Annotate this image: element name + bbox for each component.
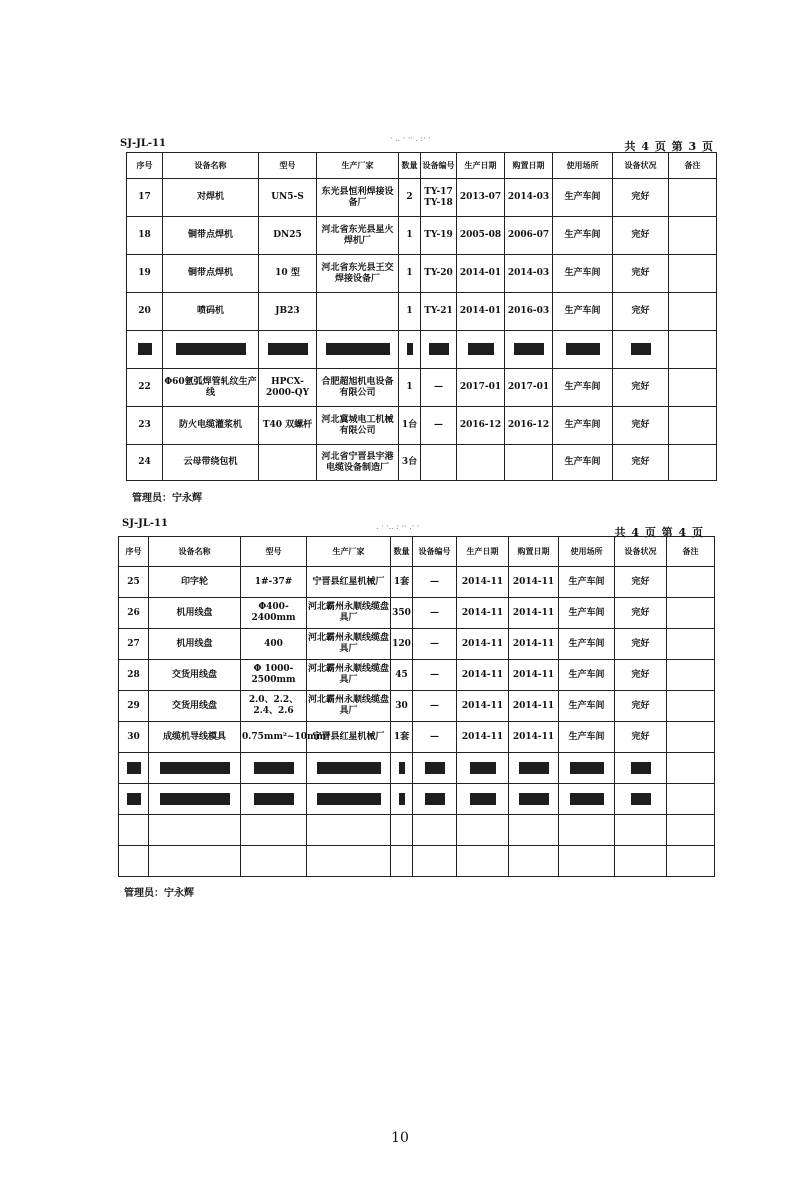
- table-cell: 河北省宁晋县宇港电缆设备制造厂: [317, 445, 399, 481]
- table-cell: 2014-11: [457, 567, 509, 598]
- redaction-bar: [570, 762, 604, 774]
- table-cell: 完好: [613, 179, 669, 217]
- table-cell: 22: [127, 369, 163, 407]
- table-row: [119, 846, 715, 877]
- table-cell: [149, 846, 241, 877]
- table-row: [119, 691, 715, 722]
- table-cell: 2014-11: [457, 691, 509, 722]
- redaction-bar: [254, 762, 294, 774]
- table-cell: [241, 753, 307, 784]
- table-cell: 2014-03: [505, 255, 553, 293]
- table-cell: [669, 179, 717, 217]
- table-cell: 1台: [399, 407, 421, 445]
- table-row: [127, 179, 717, 217]
- table-cell: [259, 331, 317, 369]
- redaction-bar: [268, 343, 308, 355]
- table-cell: [317, 293, 399, 331]
- table-cell: 完好: [615, 567, 667, 598]
- table-cell: [149, 784, 241, 815]
- table-cell: 2005-08: [457, 217, 505, 255]
- table-cell: 河北霸州永顺线缆盘具厂: [307, 691, 391, 722]
- table-cell: 完好: [613, 217, 669, 255]
- scan-noise: . · ·.. : ·· .· ·: [376, 522, 420, 531]
- table-cell: [553, 331, 613, 369]
- table-cell: 2017-01: [505, 369, 553, 407]
- table-row: [119, 815, 715, 846]
- table-cell: —: [413, 567, 457, 598]
- table-cell: 合肥超旭机电设备有限公司: [317, 369, 399, 407]
- table-cell: [667, 815, 715, 846]
- table-cell: —: [413, 598, 457, 629]
- column-header: 备注: [667, 537, 715, 567]
- table-cell: [509, 753, 559, 784]
- table-cell: 2017-01: [457, 369, 505, 407]
- table-cell: 完好: [615, 691, 667, 722]
- table-cell: 完好: [613, 445, 669, 481]
- redaction-bar: [631, 762, 651, 774]
- table-cell: Φ400-2400mm: [241, 598, 307, 629]
- table-cell: 铜带点焊机: [163, 217, 259, 255]
- column-header: 购置日期: [505, 153, 553, 179]
- table-cell: —: [413, 691, 457, 722]
- table-cell: 生产车间: [559, 629, 615, 660]
- table-cell: [669, 255, 717, 293]
- table-cell: Φ60氩弧焊管轧纹生产线: [163, 369, 259, 407]
- column-header: 生产厂家: [317, 153, 399, 179]
- column-header: 设备状况: [613, 153, 669, 179]
- redaction-bar: [470, 793, 496, 805]
- table-cell: [667, 691, 715, 722]
- table-cell: 2014-11: [457, 629, 509, 660]
- table-cell: [457, 815, 509, 846]
- table-cell: 生产车间: [553, 369, 613, 407]
- table-cell: 交货用线盘: [149, 660, 241, 691]
- form-code: SJ-JL-11: [120, 138, 166, 149]
- table-row: [127, 331, 717, 369]
- table-cell: 2013-07: [457, 179, 505, 217]
- column-header: 购置日期: [509, 537, 559, 567]
- table-cell: TY-20: [421, 255, 457, 293]
- table-cell: 生产车间: [559, 691, 615, 722]
- table-cell: 生产车间: [553, 217, 613, 255]
- table-cell: 350: [391, 598, 413, 629]
- table-cell: [119, 753, 149, 784]
- page-number: 10: [391, 1130, 409, 1146]
- table-cell: [259, 445, 317, 481]
- table-cell: 宁晋县红星机械厂: [307, 567, 391, 598]
- table-cell: 2014-11: [509, 598, 559, 629]
- redaction-bar: [429, 343, 449, 355]
- redaction-bar: [127, 793, 141, 805]
- table-cell: 1#-37#: [241, 567, 307, 598]
- redaction-bar: [160, 762, 230, 774]
- table-cell: 2014-03: [505, 179, 553, 217]
- table-cell: 2014-11: [457, 598, 509, 629]
- table-cell: 24: [127, 445, 163, 481]
- table-cell: DN25: [259, 217, 317, 255]
- table-cell: [119, 784, 149, 815]
- table-cell: [559, 815, 615, 846]
- table-cell: [505, 331, 553, 369]
- redaction-bar: [425, 793, 445, 805]
- redaction-bar: [468, 343, 494, 355]
- redaction-bar: [138, 343, 152, 355]
- table-cell: [669, 217, 717, 255]
- table-cell: [413, 753, 457, 784]
- table-cell: 27: [119, 629, 149, 660]
- table-cell: 交货用线盘: [149, 691, 241, 722]
- table-cell: [559, 753, 615, 784]
- redaction-bar: [519, 762, 549, 774]
- redaction-bar: [176, 343, 246, 355]
- table-cell: [457, 846, 509, 877]
- table-cell: 2014-11: [457, 660, 509, 691]
- table-cell: 30: [391, 691, 413, 722]
- table-cell: 2014-11: [509, 629, 559, 660]
- table-cell: [241, 815, 307, 846]
- table-cell: 宁晋县红星机械厂: [307, 722, 391, 753]
- table-cell: 完好: [613, 255, 669, 293]
- table-cell: [509, 815, 559, 846]
- redaction-bar: [317, 793, 381, 805]
- table-cell: [149, 815, 241, 846]
- table-cell: 生产车间: [553, 445, 613, 481]
- redaction-bar: [317, 762, 381, 774]
- table-cell: [457, 331, 505, 369]
- table-cell: [505, 445, 553, 481]
- table-cell: [559, 846, 615, 877]
- table-cell: 对焊机: [163, 179, 259, 217]
- table-cell: 完好: [615, 598, 667, 629]
- column-header: 生产日期: [457, 537, 509, 567]
- table-cell: [667, 722, 715, 753]
- table-cell: [127, 331, 163, 369]
- table-row: [127, 255, 717, 293]
- equipment-table-2: [118, 536, 715, 877]
- manager-signature: 管理员：宁永辉: [132, 493, 202, 504]
- table-cell: 1: [399, 369, 421, 407]
- table-cell: [119, 846, 149, 877]
- table-cell: 29: [119, 691, 149, 722]
- table-cell: 完好: [615, 722, 667, 753]
- table-cell: [615, 846, 667, 877]
- table-cell: 18: [127, 217, 163, 255]
- table-cell: 30: [119, 722, 149, 753]
- column-header: 设备编号: [413, 537, 457, 567]
- table-cell: [669, 293, 717, 331]
- table-cell: —: [413, 660, 457, 691]
- column-header: 数量: [399, 153, 421, 179]
- table-cell: 2016-03: [505, 293, 553, 331]
- table-cell: [615, 815, 667, 846]
- table-cell: 机用线盘: [149, 629, 241, 660]
- table-cell: 喷码机: [163, 293, 259, 331]
- table-cell: [669, 369, 717, 407]
- form-code: SJ-JL-11: [122, 518, 168, 529]
- table-cell: 2014-11: [509, 660, 559, 691]
- table-cell: [457, 753, 509, 784]
- table-cell: [391, 846, 413, 877]
- table-cell: [421, 331, 457, 369]
- table-cell: T40 双螺杆: [259, 407, 317, 445]
- column-header: 设备编号: [421, 153, 457, 179]
- redaction-bar: [519, 793, 549, 805]
- table-cell: 铜带点焊机: [163, 255, 259, 293]
- table-cell: 2014-01: [457, 255, 505, 293]
- table-cell: 10 型: [259, 255, 317, 293]
- table-header-row: [127, 153, 717, 179]
- table-cell: 2016-12: [457, 407, 505, 445]
- sheet-page-3: [120, 132, 720, 508]
- column-header: 序号: [119, 537, 149, 567]
- table-cell: [559, 784, 615, 815]
- redaction-bar: [570, 793, 604, 805]
- table-cell: [307, 753, 391, 784]
- redaction-bar: [514, 343, 544, 355]
- page-info: 共 4 页 第 3 页: [624, 140, 714, 153]
- table-cell: 河北省东光县星火焊机厂: [317, 217, 399, 255]
- table-cell: [667, 784, 715, 815]
- table-cell: [413, 815, 457, 846]
- table-cell: 河北霸州永顺线缆盘具厂: [307, 629, 391, 660]
- table-cell: 17: [127, 179, 163, 217]
- table-cell: [667, 660, 715, 691]
- table-cell: [615, 753, 667, 784]
- manager-signature: 管理员：宁永辉: [124, 888, 194, 899]
- table-cell: —: [413, 722, 457, 753]
- table-row: [127, 369, 717, 407]
- sheet-page-4: [116, 518, 718, 902]
- redaction-bar: [127, 762, 141, 774]
- table-cell: [391, 815, 413, 846]
- table-cell: 河北霸州永顺线缆盘具厂: [307, 598, 391, 629]
- table-cell: [119, 815, 149, 846]
- table-row: [119, 598, 715, 629]
- table-cell: 生产车间: [553, 179, 613, 217]
- table-cell: 2.0、2.2、2.4、2.6: [241, 691, 307, 722]
- table-cell: 完好: [613, 293, 669, 331]
- table-cell: [413, 846, 457, 877]
- table-cell: [457, 445, 505, 481]
- table-cell: 2: [399, 179, 421, 217]
- table-cell: 2014-11: [509, 567, 559, 598]
- table-cell: 28: [119, 660, 149, 691]
- table-cell: 1: [399, 255, 421, 293]
- table-cell: UN5-S: [259, 179, 317, 217]
- redaction-bar: [566, 343, 600, 355]
- table-row: [119, 660, 715, 691]
- redaction-bar: [326, 343, 390, 355]
- table-cell: —: [413, 629, 457, 660]
- table-cell: [307, 815, 391, 846]
- redaction-bar: [631, 343, 651, 355]
- page-info: 共 4 页 第 4 页: [614, 526, 704, 539]
- table-cell: [667, 753, 715, 784]
- table-cell: [241, 846, 307, 877]
- table-cell: 45: [391, 660, 413, 691]
- redaction-bar: [407, 343, 413, 355]
- table-row: [127, 407, 717, 445]
- table-cell: 1套: [391, 567, 413, 598]
- table-row: [119, 629, 715, 660]
- table-cell: 云母带绕包机: [163, 445, 259, 481]
- table-row: [127, 293, 717, 331]
- table-cell: 1套: [391, 722, 413, 753]
- table-cell: 2014-11: [457, 722, 509, 753]
- table-cell: 400: [241, 629, 307, 660]
- table-cell: [307, 846, 391, 877]
- table-cell: [509, 784, 559, 815]
- table-cell: 1: [399, 217, 421, 255]
- column-header: 设备名称: [163, 153, 259, 179]
- table-cell: [391, 753, 413, 784]
- table-cell: [667, 846, 715, 877]
- table-cell: [667, 567, 715, 598]
- table-cell: [669, 331, 717, 369]
- table-cell: HPCX-2000-QY: [259, 369, 317, 407]
- table-cell: 东光县恒利焊接设备厂: [317, 179, 399, 217]
- table-row: [127, 445, 717, 481]
- table-cell: [241, 784, 307, 815]
- table-cell: 23: [127, 407, 163, 445]
- table-cell: Φ 1000-2500mm: [241, 660, 307, 691]
- redaction-bar: [425, 762, 445, 774]
- table-cell: 河北省东光县王交焊接设备厂: [317, 255, 399, 293]
- table-cell: [667, 598, 715, 629]
- table-cell: 0.75mm²~10mm²: [241, 722, 307, 753]
- table-cell: [317, 331, 399, 369]
- redaction-bar: [399, 793, 405, 805]
- table-row: [119, 722, 715, 753]
- column-header: 设备状况: [615, 537, 667, 567]
- table-cell: 3台: [399, 445, 421, 481]
- table-cell: 120: [391, 629, 413, 660]
- column-header: 备注: [669, 153, 717, 179]
- column-header: 使用场所: [553, 153, 613, 179]
- table-cell: 生产车间: [559, 598, 615, 629]
- table-cell: [669, 445, 717, 481]
- table-cell: 25: [119, 567, 149, 598]
- table-cell: —: [421, 369, 457, 407]
- table-cell: 19: [127, 255, 163, 293]
- column-header: 数量: [391, 537, 413, 567]
- table-cell: [667, 629, 715, 660]
- table-cell: 完好: [613, 369, 669, 407]
- table-cell: [399, 331, 421, 369]
- column-header: 型号: [241, 537, 307, 567]
- table-cell: —: [421, 407, 457, 445]
- column-header: 序号: [127, 153, 163, 179]
- table-cell: 生产车间: [553, 407, 613, 445]
- table-cell: 印字轮: [149, 567, 241, 598]
- table-cell: [421, 445, 457, 481]
- column-header: 使用场所: [559, 537, 615, 567]
- table-cell: 生产车间: [559, 722, 615, 753]
- table-cell: [163, 331, 259, 369]
- table-cell: 1: [399, 293, 421, 331]
- table-cell: 完好: [613, 407, 669, 445]
- table-cell: JB23: [259, 293, 317, 331]
- table-cell: 防火电缆灌浆机: [163, 407, 259, 445]
- equipment-table-1: [126, 152, 717, 481]
- table-row: [119, 753, 715, 784]
- table-cell: [149, 753, 241, 784]
- table-cell: 河北冀城电工机械有限公司: [317, 407, 399, 445]
- table-header-row: [119, 537, 715, 567]
- redaction-bar: [254, 793, 294, 805]
- table-cell: 2014-11: [509, 691, 559, 722]
- table-cell: [509, 846, 559, 877]
- table-cell: TY-17 TY-18: [421, 179, 457, 217]
- redaction-bar: [399, 762, 405, 774]
- table-cell: 成缆机导线模具: [149, 722, 241, 753]
- redaction-bar: [631, 793, 651, 805]
- column-header: 设备名称: [149, 537, 241, 567]
- table-cell: 2006-07: [505, 217, 553, 255]
- table-cell: [615, 784, 667, 815]
- table-cell: [613, 331, 669, 369]
- table-row: [119, 567, 715, 598]
- table-row: [119, 784, 715, 815]
- table-cell: 2014-11: [509, 722, 559, 753]
- redaction-bar: [160, 793, 230, 805]
- table-cell: [457, 784, 509, 815]
- table-cell: 生产车间: [559, 660, 615, 691]
- table-cell: TY-21: [421, 293, 457, 331]
- column-header: 型号: [259, 153, 317, 179]
- table-row: [127, 217, 717, 255]
- table-cell: 完好: [615, 629, 667, 660]
- table-cell: 2016-12: [505, 407, 553, 445]
- table-cell: TY-19: [421, 217, 457, 255]
- column-header: 生产日期: [457, 153, 505, 179]
- table-cell: 2014-01: [457, 293, 505, 331]
- table-cell: 河北霸州永顺线缆盘具厂: [307, 660, 391, 691]
- table-cell: 机用线盘: [149, 598, 241, 629]
- scan-noise: · .. · ·· . :· ·: [390, 134, 431, 143]
- table-cell: 20: [127, 293, 163, 331]
- table-cell: 生产车间: [553, 255, 613, 293]
- table-cell: 生产车间: [559, 567, 615, 598]
- redaction-bar: [470, 762, 496, 774]
- table-cell: [307, 784, 391, 815]
- table-cell: [391, 784, 413, 815]
- table-cell: 26: [119, 598, 149, 629]
- table-cell: 生产车间: [553, 293, 613, 331]
- table-cell: 完好: [615, 660, 667, 691]
- table-cell: [413, 784, 457, 815]
- column-header: 生产厂家: [307, 537, 391, 567]
- table-cell: [669, 407, 717, 445]
